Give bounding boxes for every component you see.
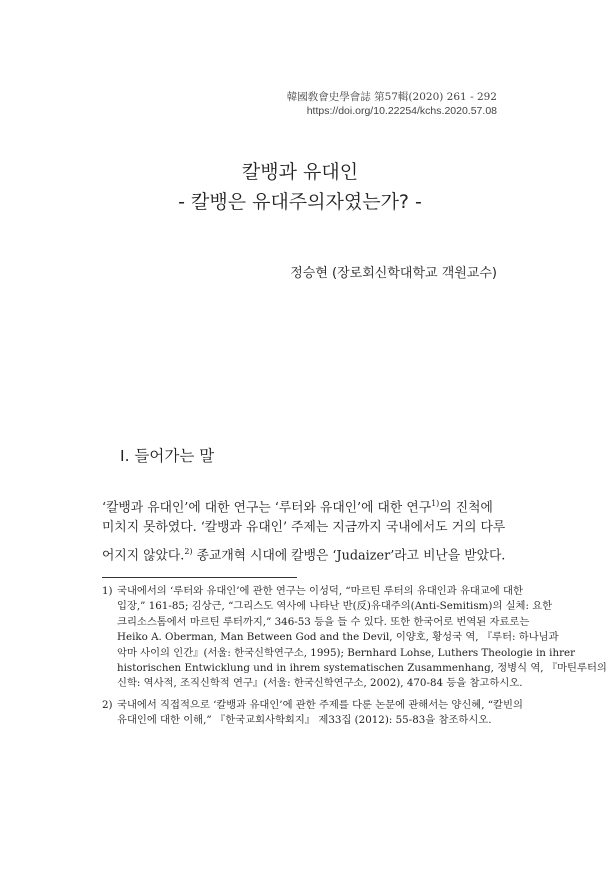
footnote-line: historischen Entwicklung und in ihrem systematischen Zusammenhang, 정병식 역, 『마틴루터의 — [117, 661, 607, 674]
footnote-line: 국내에서의 ‘루터와 유대인’에 관한 연구는 이성덕, “마르틴 루터의 유대인과 유대교에 대한 — [117, 585, 523, 597]
footnote-line: 입장,” 161-85; 김상근, “그리스도 역사에 나타난 반(反)유대주의(Anti-Semitism)의 실체: 요한 — [117, 600, 553, 613]
footnote-1 — [102, 584, 607, 692]
footnote-line: 크리소스톰에서 마르틴 루터까지,” 346-53 등을 들 수 있다. 또한 한국어로 번역된 자료로는 — [117, 615, 530, 628]
footnote-2 — [102, 698, 523, 729]
body-line-3a: 어지지 않았다. — [102, 548, 185, 564]
footnote-ref-2[interactable]: 2) — [184, 547, 193, 556]
body-line-1b: 의 진척에 — [439, 500, 493, 516]
body-line-1 — [102, 492, 496, 516]
footnote-line: 악마 사이의 인간』(서울: 한국신학연구소, 1995); Bernhard Lohse, Luthers Theologie in ihrer — [117, 646, 576, 659]
footnote-line: 유대인에 대한 이해,” 『한국교회사학회지』 제33집 (2012): 55-83을 참조하시오. — [117, 714, 492, 727]
body-text — [102, 492, 506, 564]
footnote-divider — [102, 577, 297, 578]
body-line-2: 미치지 못하였다. ‘칼뱅과 유대인’ 주제는 지금까지 국내에서도 거의 다루 — [102, 520, 506, 535]
article-subtitle: - 칼뱅은 유대주의자였는가? - — [178, 191, 422, 213]
body-line-1a: ‘칼뱅과 유대인’에 대한 연구는 ‘루터와 유대인’에 대한 연구 — [102, 500, 432, 516]
footnote-number: 2) — [102, 699, 113, 711]
journal-header: 韓國敎會史學會誌 第57輯(2020) 261 - 292 — [286, 91, 497, 103]
footnote-line: 국내에서 직접적으로 ‘칼뱅과 유대인’에 관한 주제를 다룬 논문에 관해서는 양신혜, “칼빈의 — [117, 699, 523, 711]
author-line: 정승현 (장로회신학대학교 객원교수) — [290, 266, 497, 281]
article-title: 칼뱅과 유대인 — [241, 161, 359, 183]
footnote-ref-1[interactable]: 1) — [431, 499, 440, 508]
footnote-number: 1) — [102, 585, 113, 597]
body-line-3 — [102, 540, 506, 564]
footnote-line: 신학: 역사적, 조직신학적 연구』(서울: 한국신학연구소, 2002), 470-84 등을 참고하시오. — [117, 677, 523, 690]
body-line-3b: 종교개혁 시대에 칼뱅은 ‘Judaizer’라고 비난을 받았다. — [192, 548, 506, 564]
footnote-line: Heiko A. Oberman, Man Between God and the Devil, 이양호, 황성국 역, 『루터: 하나님과 — [117, 631, 559, 644]
section-heading: I. 들어가는 말 — [120, 447, 215, 465]
doi-link[interactable]: https://doi.org/10.22254/kchs.2020.57.08 — [306, 105, 497, 117]
